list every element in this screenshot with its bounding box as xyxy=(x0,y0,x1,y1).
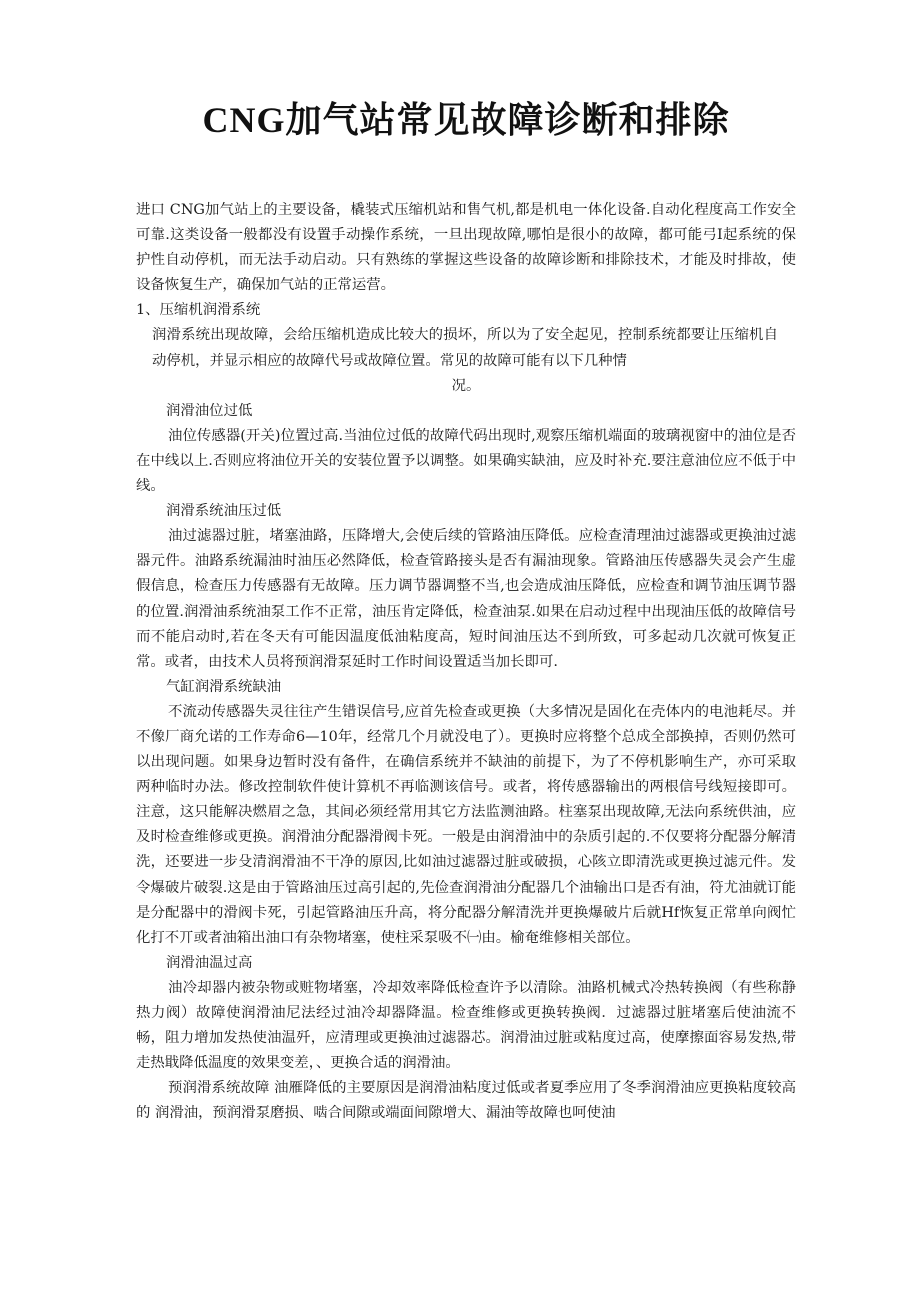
intro-paragraph: 进口 CNG加气站上的主要设备，橇装式压缩机站和售气机,都是机电一体化设备.自动化程度高工作安全可靠.这类设备一般都没有设置手动操作系统，一旦出现故障,哪怕是很小的故障，都可能弓I起系统的保护性自动停机，而无法手动启动。只有熟练的掌握这些设备的故障诊断和排除技术，才能及时排故，使设备恢复生产，确保加气站的正常运营。 xyxy=(136,202,796,294)
subsection-prelube-body: 预润滑系统故障 油雁降低的主要原因是润滑油粘度过低或者夏季应用了冬季润滑油应更换粘度较高的 润滑油，预润滑泵磨损、啮合间隙或端面间隙增大、漏油等故障也呵使油 xyxy=(136,1080,796,1122)
section-1-heading: 1、压缩机润滑系统 xyxy=(136,302,261,319)
subsection-cylinder-lube-body: 不流动传感器失灵往往产生错误信号,应首先检查或更换（大多情况是固化在壳体内的电池耗尽。并不像厂商允诺的工作寿命6—10年，经常几个月就没电了）。更换时应将整个总成全部换掉，否则仍然可以出现问题。如果身边暂时没有备件，在确信系统并不缺油的前提下，为了不停机影响生产，亦可采取两种临时办法。修改控制软件使计算机不再临测该信号。或者，将传感器输出的两根信号线短接即可。注意，这只能解决燃眉之急，其间必须经常用其它方法监测油路。柱塞泵出现故障,无法向系统供油，应及时检查维修或更换。润滑油分配器滑阀卡死。一般是由润滑油中的杂质引起的.不仅要将分配器分解清洗，还要进一步殳清润滑油不干净的原因,比如油过滤器过脏或破损，心陔立即清洗或更换过滤元件。发令爆破片破裂.这是由于管路油压过高引起的,先俭查润滑油分配器几个油输出口是否有油，符尤油就订能是分配器中的滑阀卡死，引起管路油压升高，将分配器分解清洗并更换爆破片后就Hf恢复正常单向阀忙化打不丌或者油箱出油口有杂物堵塞，使柱采泵吸不㈠由。榆奄维修相关部位。 xyxy=(136,703,796,946)
subsection-oil-pressure-heading: 润滑系统油压过低 xyxy=(166,503,282,520)
subsection-oil-level-body: 油位传感器(开关)位置过高.当油位过低的故障代码出现时,观察压缩机端面的玻璃视窗中的油位是否在中线以上.否则应将油位开关的安装位置予以调整。如果确实缺油，应及时补充.要注意油位应不低于中线。 xyxy=(136,427,796,495)
subsection-cylinder-lube-heading: 气缸润滑系统缺油 xyxy=(166,678,282,695)
document-body xyxy=(136,198,796,1126)
section-1-intro xyxy=(136,323,796,373)
section-1-intro-tail: 况。 xyxy=(451,377,481,394)
section-1-intro-text: 润滑系统出现故障，会给压缩机造成比较大的损坏，所以为了安全起见，控制系统都要让压缩机自动停机，并显示相应的故障代号或故障位置。常见的故障可能有以下几种情 xyxy=(152,327,778,369)
subsection-oil-temp-body: 油冷却器内被杂物或赃物堵塞，冷却效率降低检查许予以清除。油路机械式冷热转换阀（有些称静热力阀）故障使润滑油尼法经过油冷却器降温。检查维修或更换转换阀．过滤器过脏堵塞后使油流不畅，阻力增加发热使油温歼，应清理或更换油过滤器芯。润滑油过脏或粘度过高，使摩擦面容易发热,带走热戢降低温度的效果变差，、更换合适的润滑油。 xyxy=(136,979,796,1072)
subsection-oil-temp-heading: 润滑油温过高 xyxy=(166,954,253,971)
subsection-oil-level-heading: 润滑油位过低 xyxy=(166,402,253,419)
document-title: CNG加气站常见故障诊断和排除 xyxy=(202,100,730,140)
subsection-oil-pressure-body: 油过滤器过脏，堵塞油路，压降增大,会使后续的管路油压降低。应检查清理油过滤器或更换油过滤器元件。油路系统漏油时油压必然降低，检查管路接头是否有漏油现象。管路油压传感器失灵会产生虚假信息，检查压力传感器有无故障。压力调节器调整不当,也会造成油压降低，应检查和调节油压调节器的位置.润滑油系统油泵工作不正常，油压肯定降低，检查油泵.如果在启动过程中出现油压低的故障信号而不能启动时,若在冬天有可能因温度低油粘度高，短时间油压达不到所致，可多起动几次就可恢复正常。或者，由技术人员将预润滑泵延时工作时间设置适当加长即可. xyxy=(136,528,796,670)
